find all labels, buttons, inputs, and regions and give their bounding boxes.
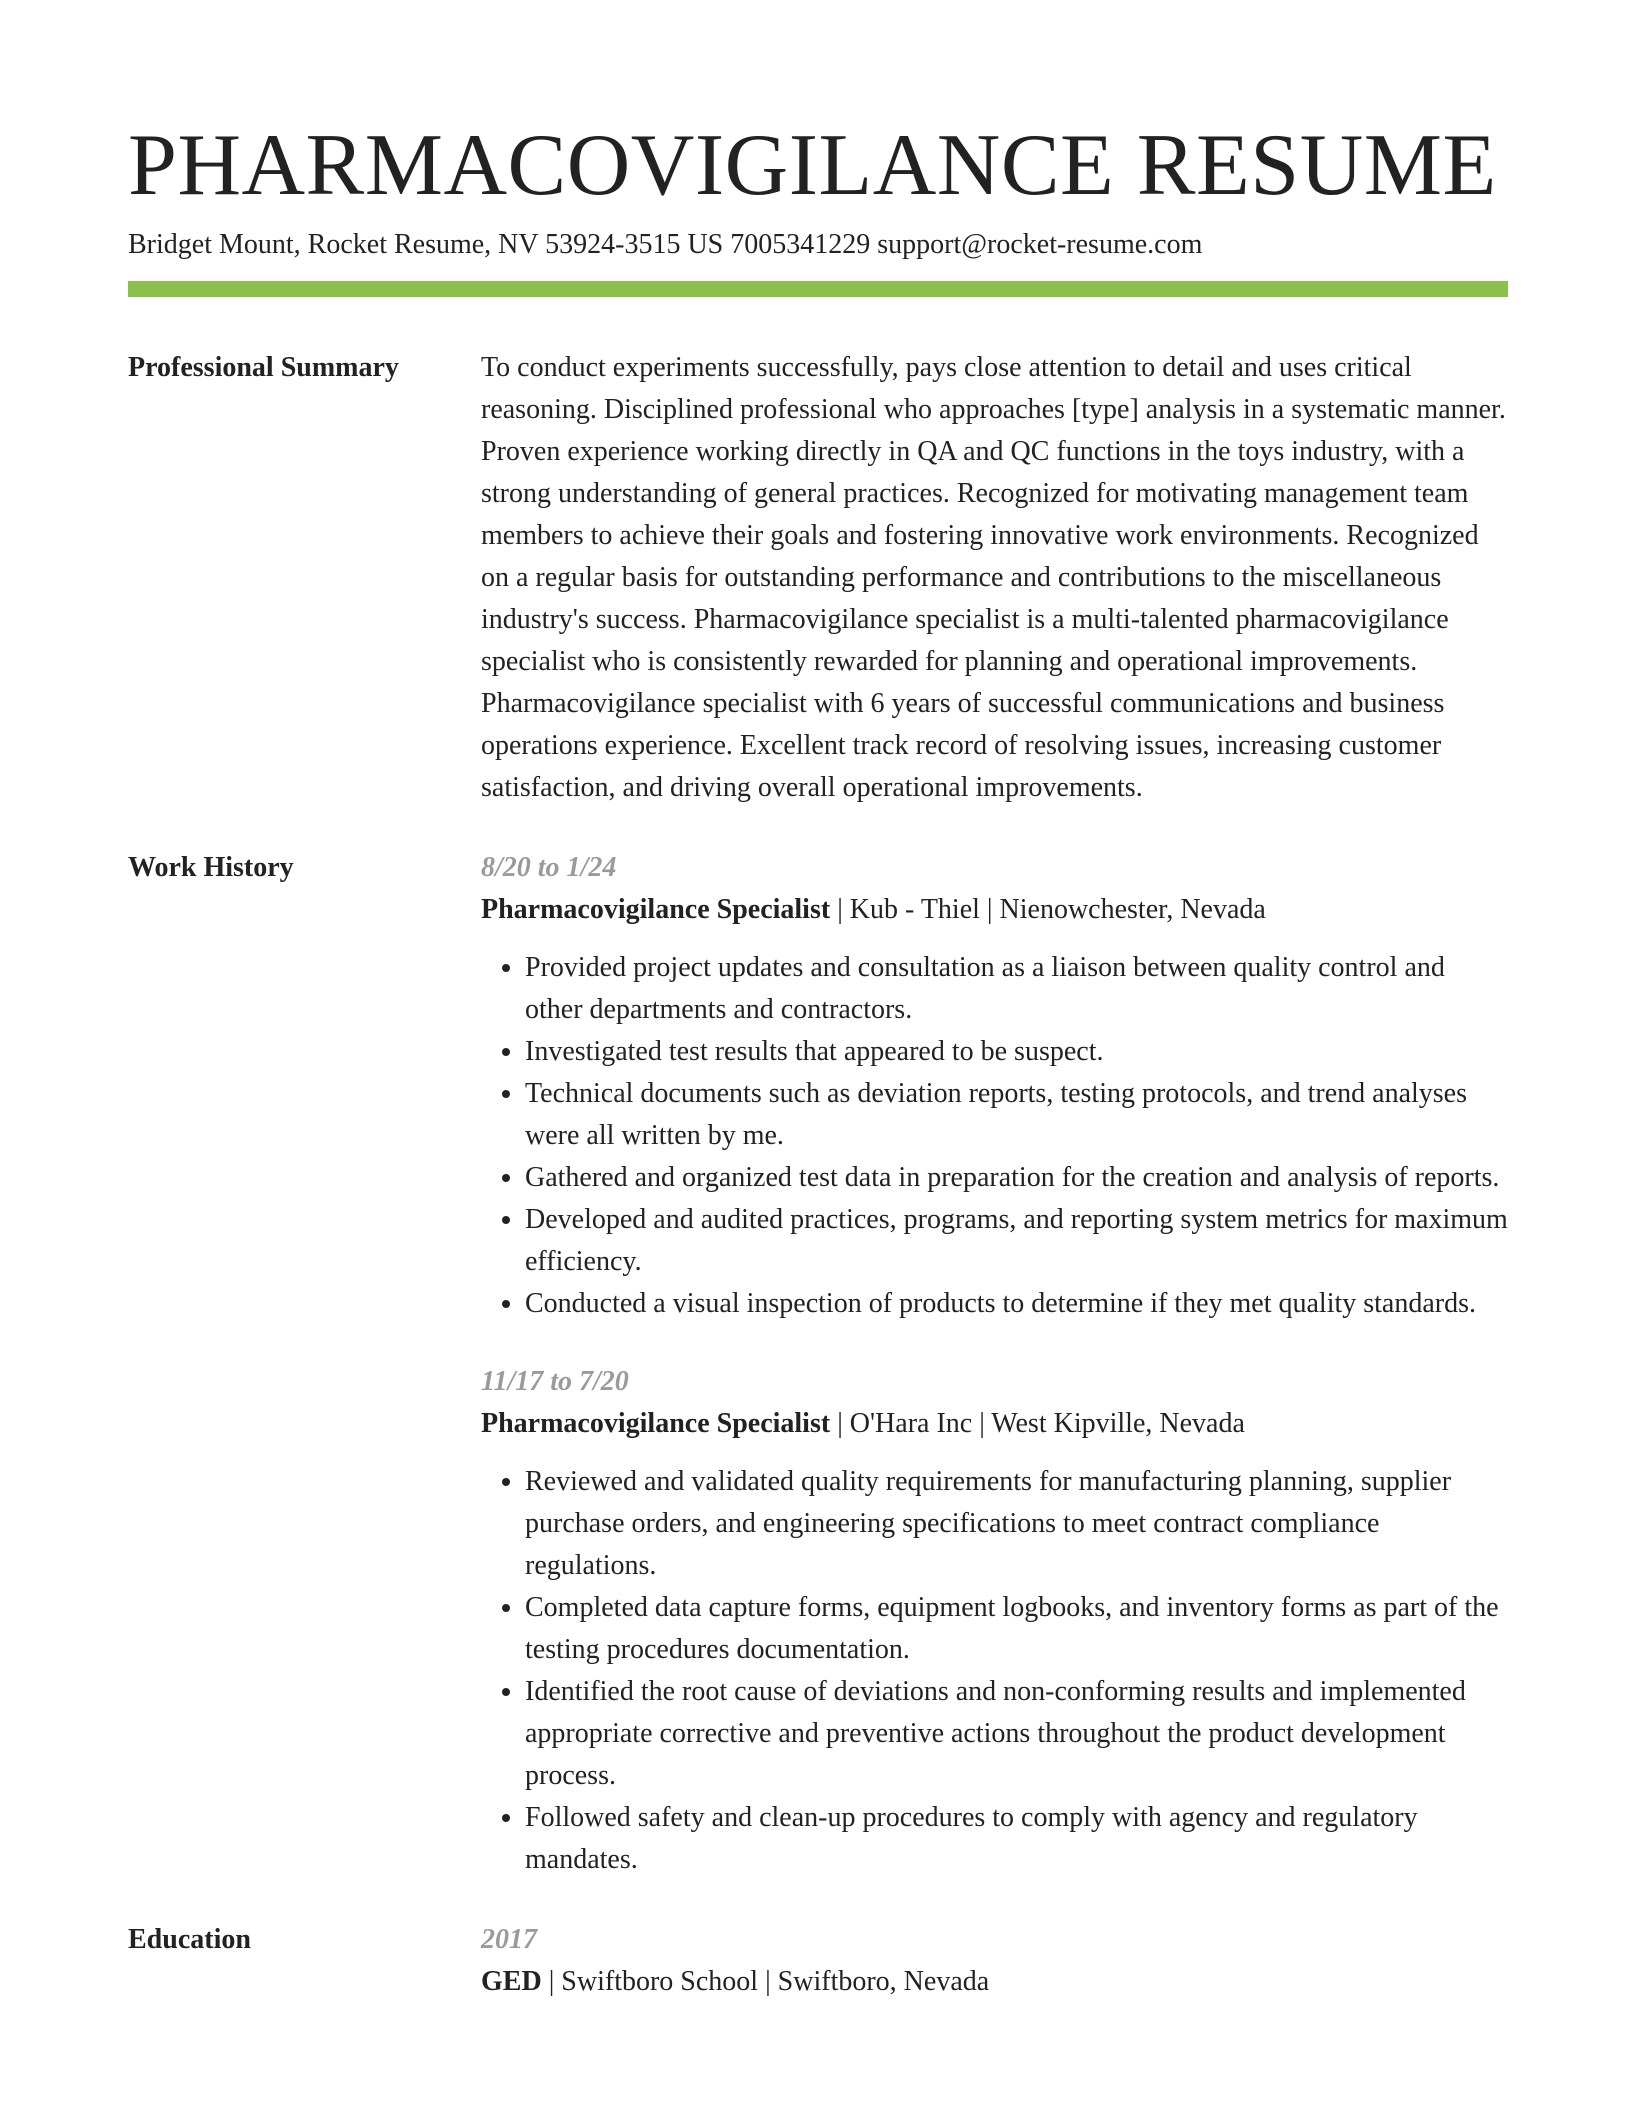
- page-title: PHARMACOVIGILANCE RESUME: [128, 117, 1497, 214]
- job-heading: [481, 1403, 1508, 1445]
- education-details: | Swiftboro School | Swiftboro, Nevada: [541, 1965, 990, 1997]
- job-bullet: • Investigated test results that appeared to be suspect.: [525, 1031, 1508, 1073]
- education-degree: GED: [481, 1965, 542, 1997]
- education-entry: [481, 1919, 1508, 2003]
- education-date: 2017: [481, 1923, 537, 1955]
- job-bullet: • Gathered and organized test data in preparation for the creation and analysis of reports.: [525, 1157, 1508, 1199]
- education-heading-line: [481, 1961, 1508, 2003]
- job-date: 8/20 to 1/24: [481, 851, 617, 883]
- job-title: Pharmacovigilance Specialist: [481, 893, 831, 925]
- job-bullet: • Conducted a visual inspection of products to determine if they met quality standards.: [525, 1283, 1508, 1325]
- job-entry: [481, 1361, 1508, 1881]
- job-bullets: [481, 947, 1508, 1325]
- accent-divider: [128, 281, 1508, 297]
- job-bullet: • Provided project updates and consultation as a liaison between quality control and other departments and contractors.: [525, 947, 1508, 1031]
- education-section: [128, 1919, 1508, 2003]
- job-bullet: • Technical documents such as deviation reports, testing protocols, and trend analyses were all written by me.: [525, 1073, 1508, 1157]
- job-bullet: • Identified the root cause of deviations and non-conforming results and implemented appropriate corrective and preventive actions throughout the product development process.: [525, 1671, 1508, 1797]
- job-heading: [481, 889, 1508, 931]
- summary-text: To conduct experiments successfully, pays close attention to detail and uses critical reasoning. Disciplined professional who approaches [type] analysis in a systematic manner. Proven experience working directly in QA and QC functions in the toys industry, with a strong understanding of general practices. Recognized for motivating management team members to achieve their goals and fostering innovative work environments. Recognized on a regular basis for outstanding performance and contributions to the miscellaneous industry's success. Pharmacovigilance specialist is a multi-talented pharmacovigilance specialist who is consistently rewarded for planning and operational improvements. Pharmacovigilance specialist with 6 years of successful communications and business operations experience. Excellent track record of resolving issues, increasing customer satisfaction, and driving overall operational improvements.: [481, 351, 1506, 803]
- contact-line: Bridget Mount, Rocket Resume, NV 53924-3515 US 7005341229 support@rocket-resume.com: [128, 228, 1203, 260]
- work-history-list: [481, 847, 1508, 1881]
- job-entry: [481, 847, 1508, 1325]
- job-bullets: [481, 1461, 1508, 1881]
- job-bullet: • Followed safety and clean-up procedures to comply with agency and regulatory mandates.: [525, 1797, 1508, 1881]
- job-title: Pharmacovigilance Specialist: [481, 1407, 831, 1439]
- job-bullet: • Reviewed and validated quality requirements for manufacturing planning, supplier purchase orders, and engineering specifications to meet contract compliance regulations.: [525, 1461, 1508, 1587]
- work-history-section: [128, 847, 1508, 1881]
- summary-heading: Professional Summary: [128, 351, 399, 383]
- resume-page: [128, 118, 1508, 2003]
- job-date: 11/17 to 7/20: [481, 1365, 629, 1397]
- education-heading: Education: [128, 1923, 251, 1955]
- job-details: | Kub - Thiel | Nienowchester, Nevada: [830, 893, 1266, 925]
- job-details: | O'Hara Inc | West Kipville, Nevada: [830, 1407, 1245, 1439]
- work-history-heading: Work History: [128, 851, 294, 883]
- job-bullet: • Completed data capture forms, equipment logbooks, and inventory forms as part of the testing procedures documentation.: [525, 1587, 1508, 1671]
- job-bullet: • Developed and audited practices, programs, and reporting system metrics for maximum efficiency.: [525, 1199, 1508, 1283]
- summary-section: [128, 347, 1508, 809]
